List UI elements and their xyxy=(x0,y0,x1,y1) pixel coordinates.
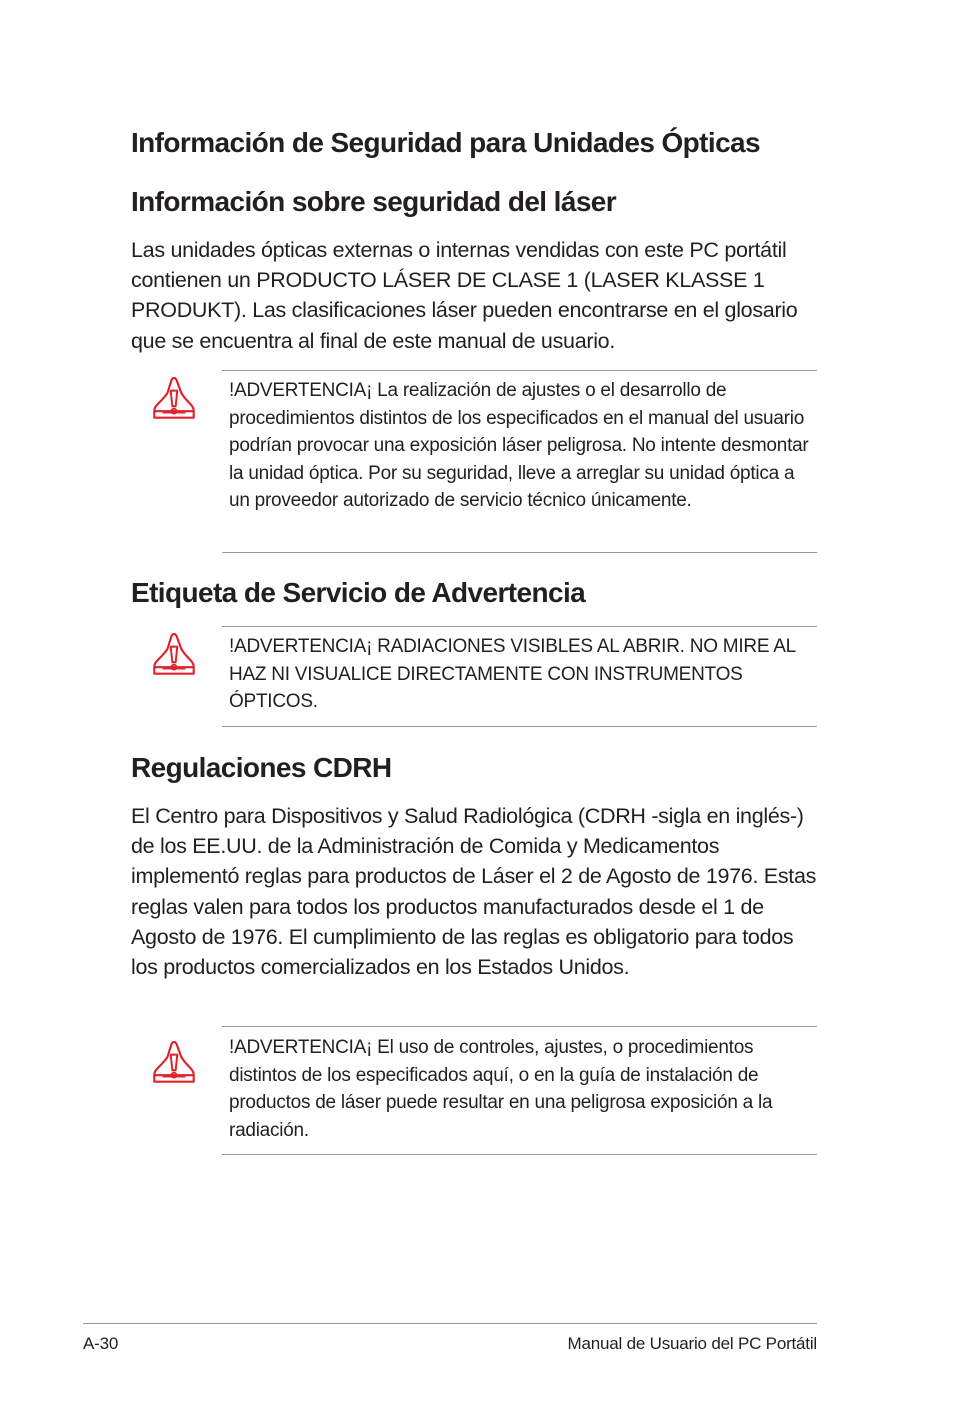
warning-box-laser xyxy=(222,370,817,553)
warning-text-label: !ADVERTENCIA¡ RADIACIONES VISIBLES AL ABRIR. NO MIRE AL HAZ NI VISUALICE DIRECTAMENTE CON INSTRUMENTOS ÓPTICOS. xyxy=(229,636,796,713)
heading-cdrh: Regulaciones CDRH xyxy=(131,752,392,783)
footer-divider xyxy=(83,1323,817,1324)
warning-triangle-icon xyxy=(151,1035,197,1089)
warning-box-cdrh xyxy=(222,1026,817,1155)
page-number: A-30 xyxy=(83,1334,119,1353)
warning-triangle-icon xyxy=(151,627,197,681)
heading-laser-safety: Información sobre seguridad del láser xyxy=(131,186,617,217)
warning-text-laser: !ADVERTENCIA¡ La realización de ajustes o el desarrollo de procedimientos distintos de los especificados en el manual del usuario podrían provocar una exposición láser peligrosa. No intente desmontar la unidad óptica. Por su seguridad, lleve a arreglar su unidad óptica a un proveedor autorizado de servicio técnico únicamente. xyxy=(229,380,809,512)
warning-triangle-icon xyxy=(151,371,197,425)
paragraph-laser-safety: Las unidades ópticas externas o internas vendidas con este PC portátil contienen un PRODUCTO LÁSER DE CLASE 1 (LASER KLASSE 1 PRODUKT). Las clasificaciones láser pueden encontrarse en el glosario que se encuentra al final de este manual de usuario. xyxy=(131,238,798,353)
footer-manual-title: Manual de Usuario del PC Portátil xyxy=(567,1334,817,1353)
paragraph-cdrh: El Centro para Dispositivos y Salud Radiológica (CDRH -sigla en inglés-) de los EE.UU. de la Administración de Comida y Medicamentos implementó reglas para productos de Láser el 2 de Agosto de 1976. Estas reglas valen para todos los productos manufacturados desde el 1 de Agosto de 1976. El cumplimiento de las reglas es obligatorio para todos los productos comercializados en los Estados Unidos. xyxy=(131,804,817,980)
heading-warning-label: Etiqueta de Servicio de Advertencia xyxy=(131,577,586,608)
warning-text-cdrh: !ADVERTENCIA¡ El uso de controles, ajustes, o procedimientos distintos de los especificados aquí, o en la guía de instalación de productos de láser puede resultar en una peligrosa exposición a la radiación. xyxy=(229,1037,773,1141)
warning-box-label xyxy=(222,626,817,727)
page-title: Información de Seguridad para Unidades Ópticas xyxy=(131,127,760,158)
